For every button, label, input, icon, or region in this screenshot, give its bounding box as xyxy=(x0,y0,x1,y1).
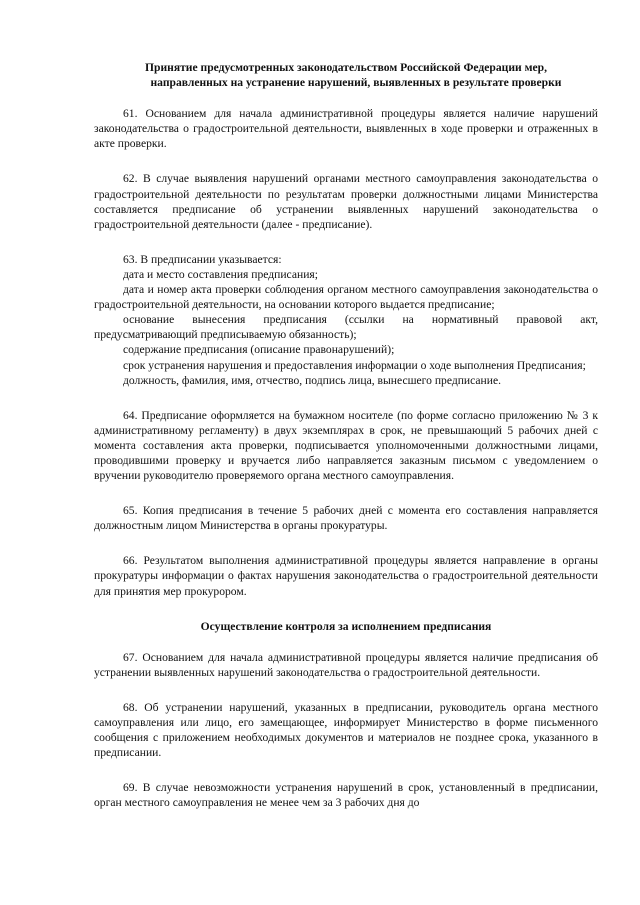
subsection-heading: Осуществление контроля за исполнением предписания xyxy=(200,619,492,633)
paragraph-63-intro: 63. В предписании указывается: xyxy=(123,252,282,266)
document-page xyxy=(94,60,598,810)
paragraph-65: 65. Копия предписания в течение 5 рабочих дней с момента его составления направляется должностным лицом Министерства в органы прокуратуры. xyxy=(94,504,598,533)
paragraph-69: 69. В случае невозможности устранения нарушений в срок, установленный в предписании, орган местного самоуправления не менее чем за 3 рабочих дня до xyxy=(94,781,598,810)
paragraph-63-item: должность, фамилия, имя, отчество, подпись лица, вынесшего предписание. xyxy=(123,373,502,387)
paragraph-64: 64. Предписание оформляется на бумажном носителе (по форме согласно приложению № 3 к административному регламенту) в двух экземплярах в срок, не превышающий 5 рабочих дней с момента составления акта проверки, подписывается уполномоченными должностными лицами, проводившими проверку и вручается либо направляется заказным письмом с уведомлением о вручении руководителю проверяемого органа местного самоуправления. xyxy=(94,408,598,483)
paragraph-68: 68. Об устранении нарушений, указанных в предписании, руководитель органа местного самоуправления или лицо, его замещающее, информирует Министерство в форме письменного сообщения с приложением необходимых документов и материалов не позднее срока, указанного в предписании. xyxy=(94,700,598,760)
paragraph-63-item: основание вынесения предписания (ссылки на нормативный правовой акт, предусматривающий предписываемую обязанность); xyxy=(94,313,598,342)
section-heading-line1: Принятие предусмотренных законодательством Российской Федерации мер, xyxy=(145,61,547,74)
paragraph-61: 61. Основанием для начала административной процедуры является наличие нарушений законодательства о градостроительной деятельности, выявленных в ходе проверки и отраженных в акте проверки. xyxy=(94,107,598,151)
section-heading xyxy=(94,60,598,90)
paragraph-62: 62. В случае выявления нарушений органами местного самоуправления законодательства о градостроительной деятельности по результатам проверки должностными лицами Министерства составляется предписание об устранении выявленных нарушений законодательства о градостроительной деятельности (далее - предписание). xyxy=(94,172,598,231)
paragraph-63-item: дата и место составления предписания; xyxy=(123,267,318,281)
paragraph-63-item: содержание предписания (описание правонарушений); xyxy=(123,343,395,357)
paragraph-63-item: срок устранения нарушения и предоставления информации о ходе выполнения Предписания; xyxy=(123,358,586,372)
section-heading-line2: направленных на устранение нарушений, выявленных в результате проверки xyxy=(150,76,562,90)
paragraph-67: 67. Основанием для начала административной процедуры является наличие предписания об устранении выявленных нарушений законодательства о градостроительной деятельности. xyxy=(94,650,598,679)
paragraph-63-item: дата и номер акта проверки соблюдения органом местного самоуправления законодательства о градостроительной деятельности, на основании которого выдается предписание; xyxy=(94,283,598,312)
paragraph-66: 66. Результатом выполнения административной процедуры является направление в органы прокуратуры информации о фактах нарушения законодательства о градостроительной деятельности для принятия мер прокурором. xyxy=(94,554,598,598)
